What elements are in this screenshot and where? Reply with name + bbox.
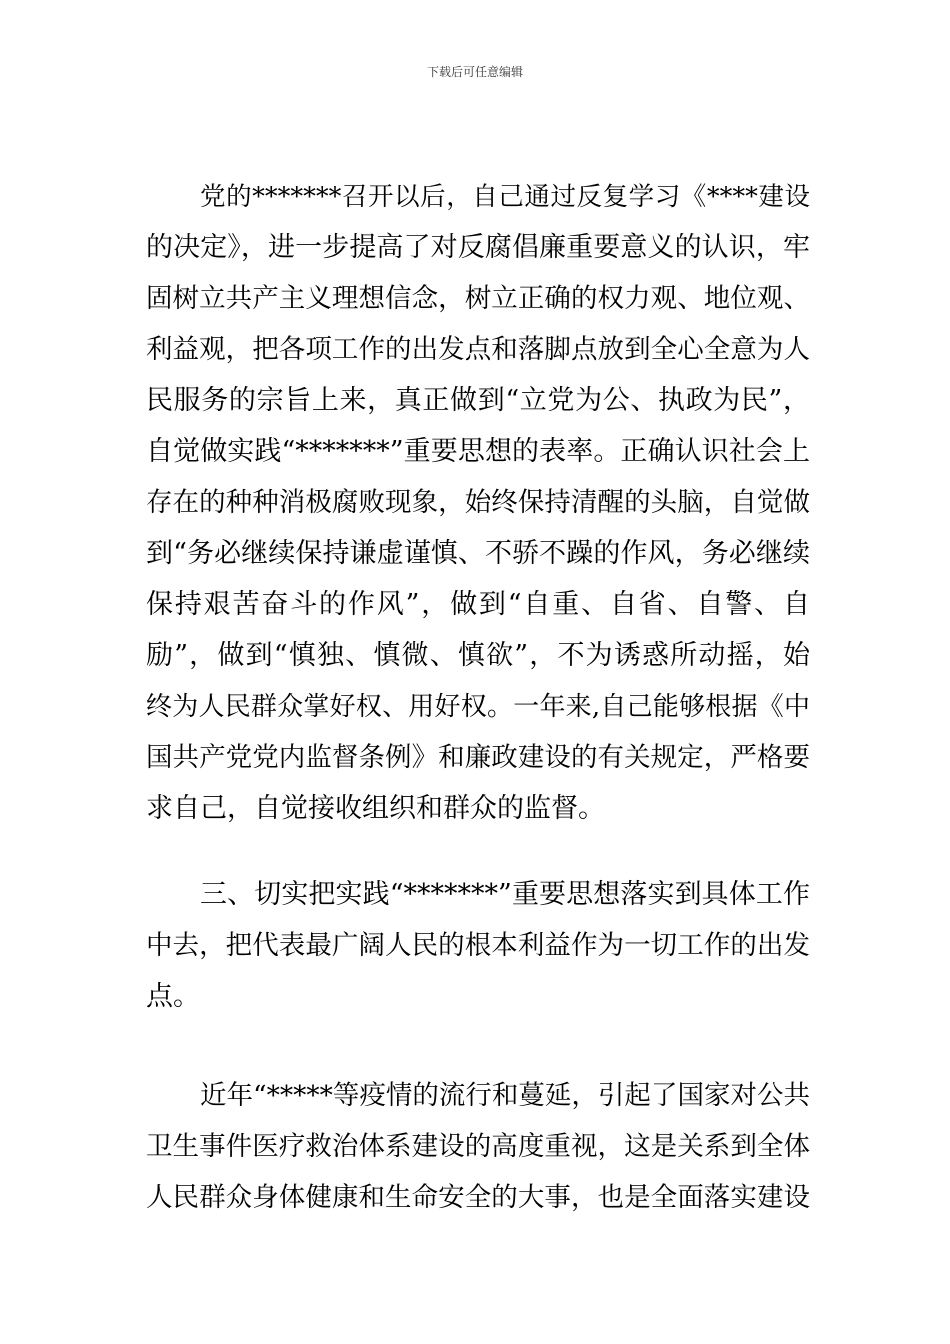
paragraph-line: 国共产党党内监督条例》和廉政建设的有关规定，严格要 bbox=[146, 742, 810, 773]
paragraph-line: 人民群众身体健康和生命安全的大事，也是全面落实建设 bbox=[146, 1182, 810, 1213]
paragraph-line: 卫生事件医疗救治体系建设的高度重视，这是关系到全体 bbox=[146, 1131, 810, 1162]
paragraph-line: 求自己，自觉接收组织和群众的监督。 bbox=[146, 793, 605, 824]
paragraph-line: 的决定》，进一步提高了对反腐倡廉重要意义的认识，牢 bbox=[146, 232, 810, 263]
paragraph-line: 利益观，把各项工作的出发点和落脚点放到全心全意为人 bbox=[146, 334, 810, 365]
page-header: 下载后可任意编辑 bbox=[426, 65, 523, 79]
paragraph-line: 党的*******召开以后，自己通过反复学习《****建设 bbox=[200, 182, 810, 212]
paragraph-line: 自觉做实践“*******”重要思想的表率。正确认识社会上 bbox=[146, 436, 810, 467]
paragraph-line: 到“务必继续保持谦虚谨慎、不骄不躁的作风，务必继续 bbox=[146, 538, 810, 569]
paragraph-line: 存在的种种消极腐败现象，始终保持清醒的头脑，自觉做 bbox=[146, 487, 810, 518]
paragraph-line: 固树立共产主义理想信念，树立正确的权力观、地位观、 bbox=[146, 283, 810, 314]
paragraph-line: 民服务的宗旨上来，真正做到“立党为公、执政为民”， bbox=[146, 385, 810, 416]
paragraph-line: 励”，做到“慎独、慎微、慎欲”，不为诱惑所动摇，始 bbox=[146, 640, 810, 671]
paragraph-line: 保持艰苦奋斗的作风”，做到“自重、自省、自警、自 bbox=[146, 589, 810, 620]
paragraph-line: 中去，把代表最广阔人民的根本利益作为一切工作的出发 bbox=[146, 930, 810, 961]
paragraph-line: 近年“*****等疫情的流行和蔓延，引起了国家对公共 bbox=[200, 1080, 810, 1111]
paragraph-line: 点。 bbox=[146, 981, 200, 1012]
paragraph-line: 三、切实把实践“*******”重要思想落实到具体工作 bbox=[200, 879, 810, 910]
paragraph-line: 终为人民群众掌好权、用好权。一年来,自己能够根据《中 bbox=[146, 692, 810, 722]
